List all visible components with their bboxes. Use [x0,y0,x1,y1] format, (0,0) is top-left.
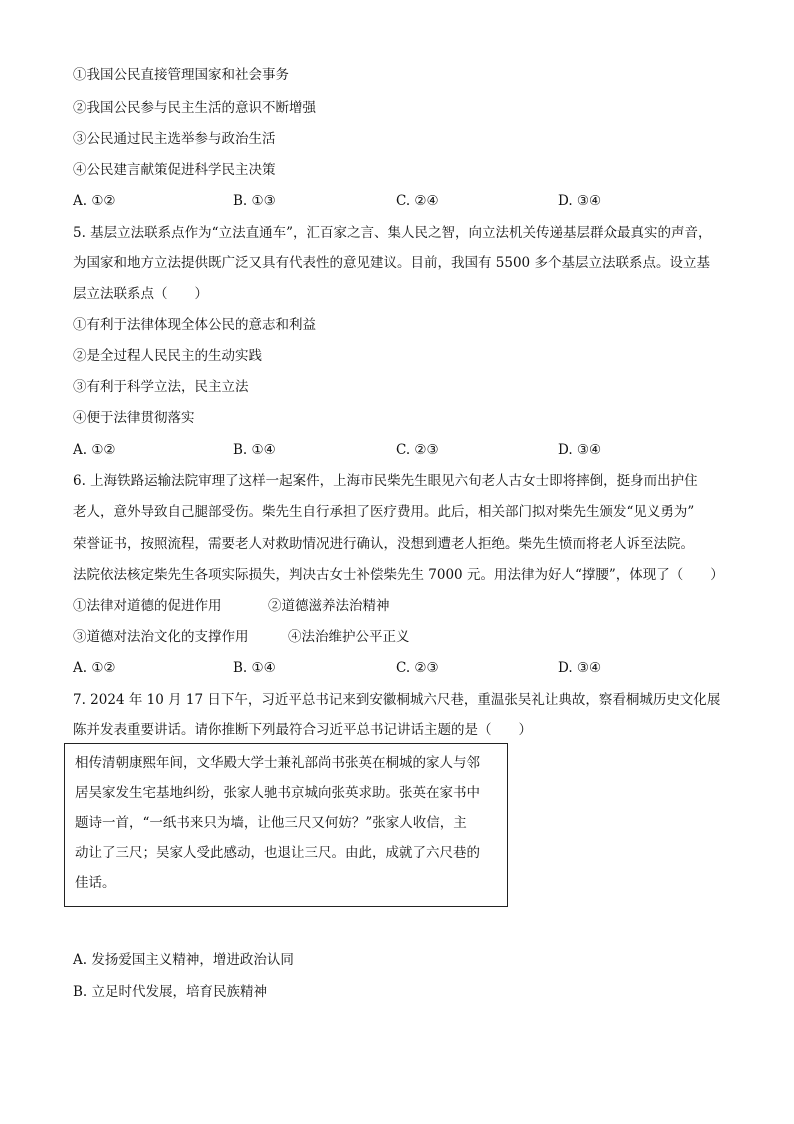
q4-options [73,192,723,210]
q6-stem-line-4: 法院依法核定柴先生各项实际损失，判决古女士补偿柴先生 7000 元。用法律为好人“撑腰”，体现了（ ） [73,567,724,583]
q7-material-line-5: 佳话。 [75,875,116,891]
q4-option-c[interactable]: C. ②④ [396,193,439,209]
q6-items-row-1 [73,597,723,615]
q6-stem-line-3: 荣誉证书，按照流程，需要老人对救助情况进行确认，没想到遭老人拒绝。柴先生愤而将老人诉至法院。 [73,536,694,552]
q6-item-1: ①法律对道德的促进作用 [73,598,222,614]
q5-options [73,441,723,459]
q5-item-1: ①有利于法律体现全体公民的意志和利益 [73,317,316,333]
q7-material-line-2: 居吴家发生宅基地纠纷，张家人驰书京城向张英求助。张英在家书中 [75,785,480,801]
q6-item-4: ④法治维护公平正义 [288,629,410,645]
q6-item-2: ②道德滋养法治精神 [268,598,390,614]
q6-stem-line-2: 老人，意外导致自己腿部受伤。柴先生自行承担了医疗费用。此后，相关部门拟对柴先生颁发“见义勇为” [73,504,695,520]
q5-option-a[interactable]: A. ①② [73,442,116,458]
q7-option-a[interactable]: A. 发扬爱国主义精神，增进政治认同 [73,952,294,968]
q7-material-line-1: 相传清朝康熙年间，文华殿大学士兼礼部尚书张英在桐城的家人与邻 [75,755,480,771]
q6-option-a[interactable]: A. ①② [73,660,116,676]
q7-material-box [64,743,508,907]
q4-option-a[interactable]: A. ①② [73,193,116,209]
q4-item-4: ④公民建言献策促进科学民主决策 [73,162,276,178]
q5-stem-line-3: 层立法联系点（ ） [73,286,208,302]
q7-material-line-3: 题诗一首，“一纸书来只为墙，让他三尺又何妨？”张家人收信，主 [75,815,467,831]
q4-option-d[interactable]: D. ③④ [558,193,602,209]
q5-option-b[interactable]: B. ①④ [233,442,276,458]
q5-option-d[interactable]: D. ③④ [558,442,602,458]
q6-items-row-2 [73,628,723,646]
q4-item-1: ①我国公民直接管理国家和社会事务 [73,67,289,83]
q6-option-d[interactable]: D. ③④ [558,660,602,676]
q6-option-b[interactable]: B. ①④ [233,660,276,676]
q5-stem-line-2: 为国家和地方立法提供既广泛又具有代表性的意见建议。目前，我国有 5500 多个基层立法联系点。设立基 [73,255,710,271]
q6-options [73,659,723,677]
q7-material-line-4: 动让了三尺；吴家人受此感动，也退让三尺。由此，成就了六尺巷的 [75,845,480,861]
q4-item-2: ②我国公民参与民主生活的意识不断增强 [73,100,316,116]
q5-item-3: ③有利于科学立法，民主立法 [73,379,249,395]
q4-option-b[interactable]: B. ①③ [233,193,276,209]
q5-item-4: ④便于法律贯彻落实 [73,410,195,426]
q6-item-3: ③道德对法治文化的支撑作用 [73,629,249,645]
q6-stem-line-1: 6. 上海铁路运输法院审理了这样一起案件，上海市民柴先生眼见六旬老人古女士即将摔倒，挺身而出护住 [73,473,698,489]
q5-stem-line-1: 5. 基层立法联系点作为“立法直通车”，汇百家之言、集人民之智，向立法机关传递基层群众最真实的声音， [73,225,712,241]
q7-stem-line-1: 7. 2024 年 10 月 17 日下午，习近平总书记来到安徽桐城六尺巷，重温张吴礼让典故，察看桐城历史文化展 [73,692,721,708]
q7-stem-line-2: 陈并发表重要讲话。请你推断下列最符合习近平总书记讲话主题的是（ ） [73,722,532,738]
q6-option-c[interactable]: C. ②③ [396,660,439,676]
q5-option-c[interactable]: C. ②③ [396,442,439,458]
q7-option-b[interactable]: B. 立足时代发展，培育民族精神 [73,984,268,1000]
q5-item-2: ②是全过程人民民主的生动实践 [73,348,262,364]
q4-item-3: ③公民通过民主选举参与政治生活 [73,131,276,147]
